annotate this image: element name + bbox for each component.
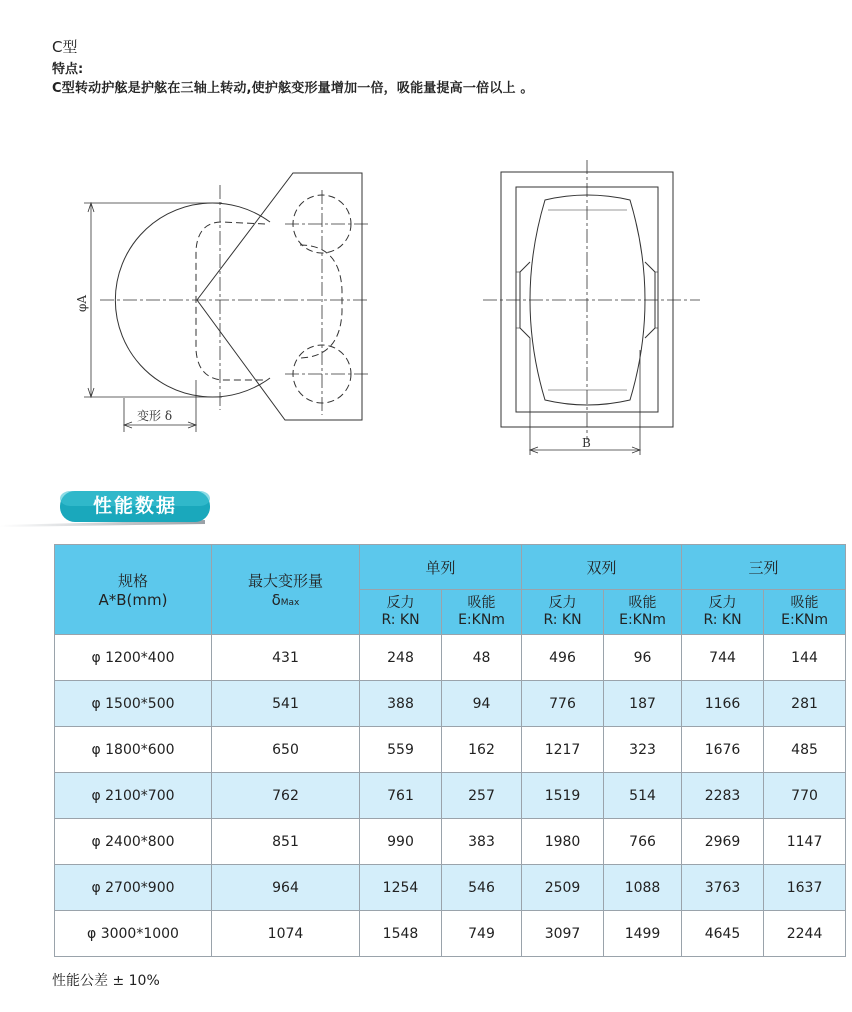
table-row: φ 1800*600 650 559 162 1217 323 1676 485 [55,727,846,773]
table-row: φ 3000*1000 1074 1548 749 3097 1499 4645 2244 [55,911,846,957]
table-row: φ 2400*800 851 990 383 1980 766 2969 1147 [55,819,846,865]
col-max-deform-sub: Max [280,598,300,608]
front-view-drawing [470,155,710,460]
col-spec-line2: A*B(mm) [98,591,168,609]
col-spec [55,545,212,635]
tolerance-note: 性能公差 ± 10% [52,973,160,989]
label-diameter: φA [75,294,89,312]
col-spec-line1: 规格 [117,572,148,590]
features-label: 特点: [52,62,84,77]
group-triple: 三列 [682,545,846,590]
performance-table [54,544,846,957]
group-double: 双列 [522,545,682,590]
sub-force-single: 反力 R: KN [360,590,442,635]
sub-energy-double: 吸能 E:KNm [604,590,682,635]
table-row: φ 1500*500 541 388 94 776 187 1166 281 [55,681,846,727]
label-deformation: 变形 δ [137,409,173,423]
sub-energy-single: 吸能 E:KNm [442,590,522,635]
col-max-deform-symbol: δ [271,591,281,609]
sub-energy-triple: 吸能 E:KNm [764,590,846,635]
side-view-drawing [60,165,390,440]
section-title: 性能数据 [92,495,177,517]
group-single: 单列 [360,545,522,590]
deformed-outline [196,222,265,380]
table-row: φ 2100*700 762 761 257 1519 514 2283 770 [55,773,846,819]
mount-plate [197,173,362,420]
table-row: φ 2700*900 964 1254 546 2509 1088 3763 1637 [55,865,846,911]
features-text: C型转动护舷是护舷在三轴上转动,使护舷变形量增加一倍，吸能量提高一倍以上 。 [52,81,534,96]
col-max-deform [212,545,360,635]
label-width: B [582,436,591,450]
sub-force-triple: 反力 R: KN [682,590,764,635]
page-title: C型 [52,38,78,56]
sub-force-double: 反力 R: KN [522,590,604,635]
col-max-deform-label: 最大变形量 [247,572,323,590]
table-row: φ 1200*400 431 248 48 496 96 744 144 [55,635,846,681]
